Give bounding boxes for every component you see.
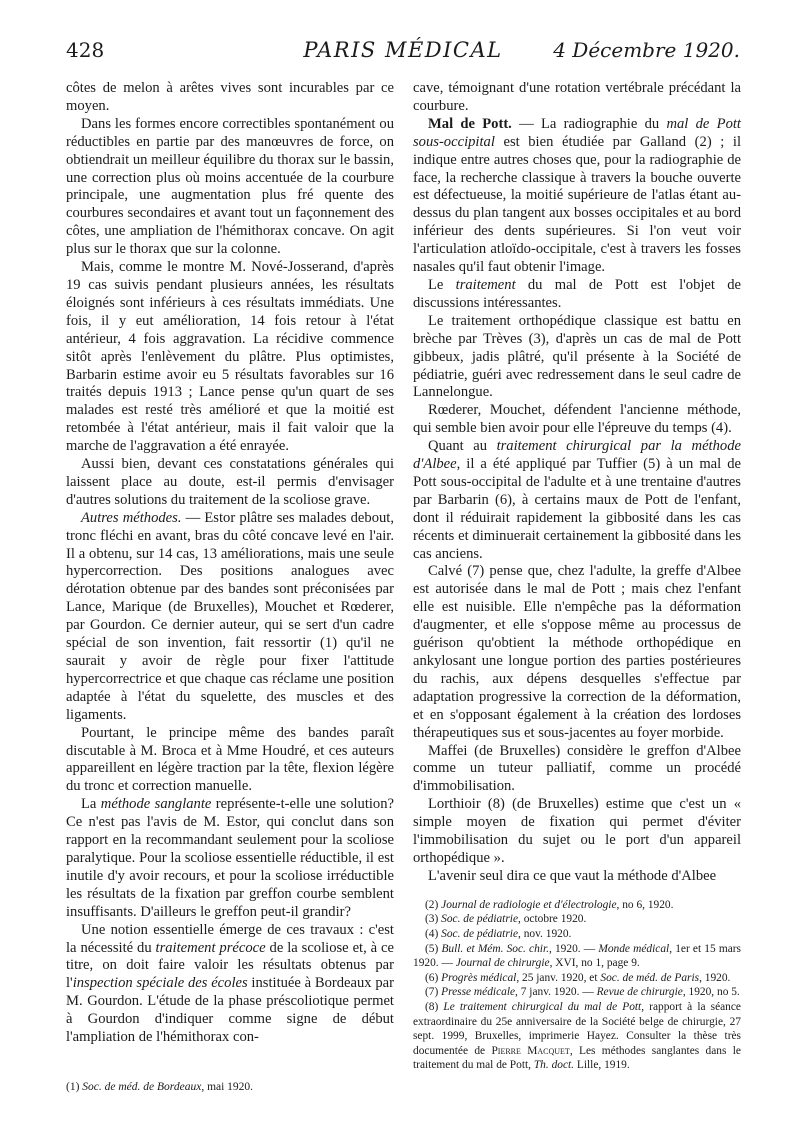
paragraph-traitement-precoce: Une notion essentielle émerge de ces travaux : c'est la nécessité du traitement précoce de la scoliose et, à ce titre, on doit faire valoir les résultats obtenus par l'inspection spéciale des écoles instituée à Bordeaux par M. Gourdon. L'étude de la phase préscoliotique permet à Gourdon d'indiquer comme signe de début l'ampliation de l'hémithorax con- [66,921,394,1046]
paragraph: Aussi bien, devant ces constatations générales qui laissent place au doute, est-il permis d'envisager d'autres solutions du traitement de la scoliose grave. [66,456,394,508]
paragraph: cave, témoignant d'une rotation vertébrale précédant la courbure. [413,80,741,114]
paragraph-methode-sanglante: La méthode sanglante représente-t-elle une solution? Ce n'est pas l'avis de M. Estor, qui conclut dans son rapport en la recommandant seulement pour la scoliose paralytique. Pour la scoliose essentielle réductible, il est inutile d'y avoir recours, et pour la scoliose irréductible les résultats de la fixation par greffon courbe semblent insuffisants. D'ailleurs le greffon peut-il grandir? [66,796,394,920]
paragraph: Mais, comme le montre M. Nové-Josserand, d'après 19 cas suivis pendant plusieurs années, les résultats éloignés sont inférieurs à ces résultats immédiats. Une fois, il y eut amélioration, 14 fois retour à l'état antérieur, 4 fois aggravation. La récidive commence sitôt après l'enlèvement du plâtre. Plus optimistes, Barbarin estime avoir eu 5 résultats favorables sur 16 traités depuis 1913 ; Lance pense qu'un quart de ses malades est resté très amélioré et que la moitié est retombée à l'état antérieur, mais il fait valoir que la marche de l'aggravation a été enrayée. [66,259,394,455]
section-heading: Mal de Pott. [428,115,512,132]
paragraph: Lorthioir (8) (de Bruxelles) estime que c'est un « simple moyen de fixation qui permet d'éviter l'immobilisation du sujet ou le port d'un appareil orthopédique ». [413,796,741,866]
footnotes [413,898,741,1073]
paragraph: Le traitement orthopédique classique est battu en brèche par Trèves (3), d'après un cas de mal de Pott gibbeux, jadis plâtré, qu'il présente à la Société de pédiatrie, guéri avec redressement dans le seul cadre de Lannelongue. [413,312,741,401]
footnote-6: (6) Progrès médical, 25 janv. 1920, et Soc. de méd. de Paris, 1920. [425,971,731,984]
page-header [66,38,740,74]
footnote-2: (2) Journal de radiologie et d'électrologie, no 6, 1920. [425,898,674,911]
paragraph: L'avenir seul dira ce que vaut la méthode d'Albee [428,867,717,884]
footnote-5: (5) Bull. et Mém. Soc. chir., 1920. — Monde médical, 1er et 15 mars 1920. — Journal de chirurgie, XVI, no 1, page 9. [413,942,741,970]
footnote-1: (1) Soc. de méd. de Bordeaux, mai 1920. [66,1081,254,1093]
footnote-4: (4) Soc. de pédiatrie, nov. 1920. [425,927,572,940]
paragraph: côtes de melon à arêtes vives sont incurables par ce moyen. [66,80,394,114]
running-title: PARIS MÉDICAL [303,38,503,62]
right-column [413,80,741,1073]
paragraph: Pourtant, le principe même des bandes paraît discutable à M. Broca et à Mme Houdré, et ces auteurs appareillent en légère traction par la tête, flexion légère du tronc et correction manuelle. [66,724,394,795]
issue-date: 4 Décembre 1920. [553,38,740,62]
page-number: 428 [66,38,105,62]
paragraph: Calvé (7) pense que, chez l'adulte, la greffe d'Albee est autorisée dans le mal de Pott ; mais chez l'enfant elle est nuisible. Elle n'empêche pas la déformation d'augmenter, et elle s'oppose même au processus de guérison qu'obtient la méthode orthopédique en ankylosant une longue portion des parties postérieures du rachis, aux dépens desquelles s'effectue par adaptation progressive la correction de la déformation, et en s'opposant également à la création des lordoses thérapeutiques sus et sous-jacentes au foyer morbide. [413,563,741,741]
section-lead: Autres méthodes. [81,509,182,526]
footnote-8: (8) Le traitement chirurgical du mal de Pott, rapport à la séance extraordinaire du 25e anniversaire de la Société belge de chirurgie, 27 sept. 1999, Bruxelles, imprimerie Hayez. Consulter la thèse très documentée de Pierre Macquet, Les méthodes sanglantes dans le traitement du mal de Pott, Th. doct. Lille, 1919. [413,1000,741,1072]
paragraph: Maffei (de Bruxelles) considère le greffon d'Albee comme un tuteur palliatif, comme un procédé d'immobilisation. [413,742,741,795]
paragraph: Dans les formes encore correctibles spontanément ou réductibles en partie par des manœuvres de force, on obtiendrait un meilleur équilibre du thorax sur le bassin, une correction plus où moins accentuée de la courbure principale, une augmentation plus fré quente des courbures secondaires et avant tout un façonnement des côtes, une ampliation de l'hémithorax concave. On agit plus sur le thorax que sur la colonne. [66,115,394,258]
paragraph: Quant au traitement chirurgical par la méthode d'Albee, il a été appliqué par Tuffier (5) à un mal de Pott sous-occipital de l'adulte et à une trentaine d'autres par Barbarin (6), à certains maux de Pott de l'enfant, dont il réduirait rapidement la gibbosité dans les cas récents et diminuerait certainement la gibbosité dans les cas anciens. [413,438,741,562]
left-column [66,80,394,1047]
paragraph: Rœderer, Mouchet, défendent l'ancienne méthode, qui semble bien avoir pour elle l'épreuve du temps (4). [413,402,741,437]
paragraph: Le traitement du mal de Pott est l'objet de discussions intéressantes. [413,276,741,311]
footnote-7: (7) Presse médicale, 7 janv. 1920. — Revue de chirurgie, 1920, no 5. [425,986,740,999]
footnote-3: (3) Soc. de pédiatrie, octobre 1920. [425,913,587,926]
paragraph-mal-de-pott: Mal de Pott. — La radiographie du mal de Pott sous-occipital est bien étudiée par Galland (2) ; il indique entre autres choses que, pour la radiographie de face, la recherche classique à travers la bouche ouverte est défectueuse, la moitié supérieure de l'atlas étant au-dessus du plan tangent aux bosses occipitales et au bord inférieur des dents supérieures. Si l'on veut voir l'articulation atloïdo-occipitale, c'est à travers les fosses nasales qu'il faut obtenir l'image. [413,115,741,276]
paragraph-autres-methodes: Autres méthodes. — Estor plâtre ses malades debout, tronc fléchi en avant, bras du côté concave levé en l'air. Il a obtenu, sur 14 cas, 13 améliorations, mais une seule hypercorrection. Des positions analogues avec dérotation obtenue par des bandes sont préconisées par Lance, Marique (de Bruxelles), Mouchet et Rœderer, par Gourdon. Ce dernier auteur, qui se sert d'un cadre spécial de son invention, fait ressortir (1) qu'il ne saurait y avoir de règle pour fixer l'attitude hypercorrectrice et que chaque cas réclame une position adaptée à l'état du squelette, des muscles et des ligaments. [66,509,394,723]
